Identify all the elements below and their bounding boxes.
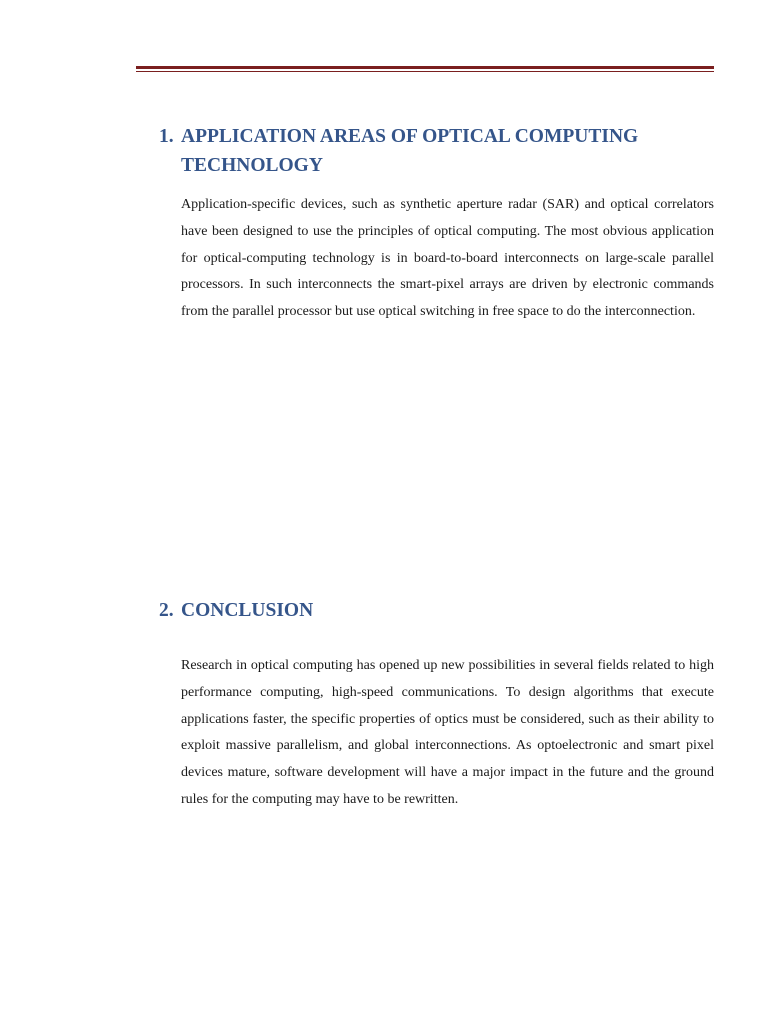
section-body: Research in optical computing has opened up new possibilities in several fields related to high performance computing, high-speed communications. To design algorithms that execute applications faster, the specific properties of optics must be considered, such as their ability to exploit massive parallelism, and global interconnections. As optoelectronic and smart pixel devices mature, software development will have a major impact in the future and the ground rules for the computing may have to be rewritten. [181,658,714,807]
section-heading [159,122,715,180]
header-rule-thick [136,66,714,69]
section-number: 2. [159,600,174,621]
header-rule-thin [136,71,714,72]
section-title: CONCLUSION [181,600,314,621]
section-number: 1. [159,126,174,147]
section-body: Application-specific devices, such as synthetic aperture radar (SAR) and optical correlators have been designed to use the principles of optical computing. The most obvious application for optical-computing technology is in board-to-board interconnects on large-scale parallel processors. In such interconnects the smart-pixel arrays are driven by electronic commands from the parallel processor but use optical switching in free space to do the interconnection. [181,197,714,320]
section-title: APPLICATION AREAS OF OPTICAL COMPUTING TECHNOLOGY [181,126,639,176]
section-heading [159,596,715,625]
section-application-areas [159,122,715,326]
section-conclusion [159,596,715,814]
